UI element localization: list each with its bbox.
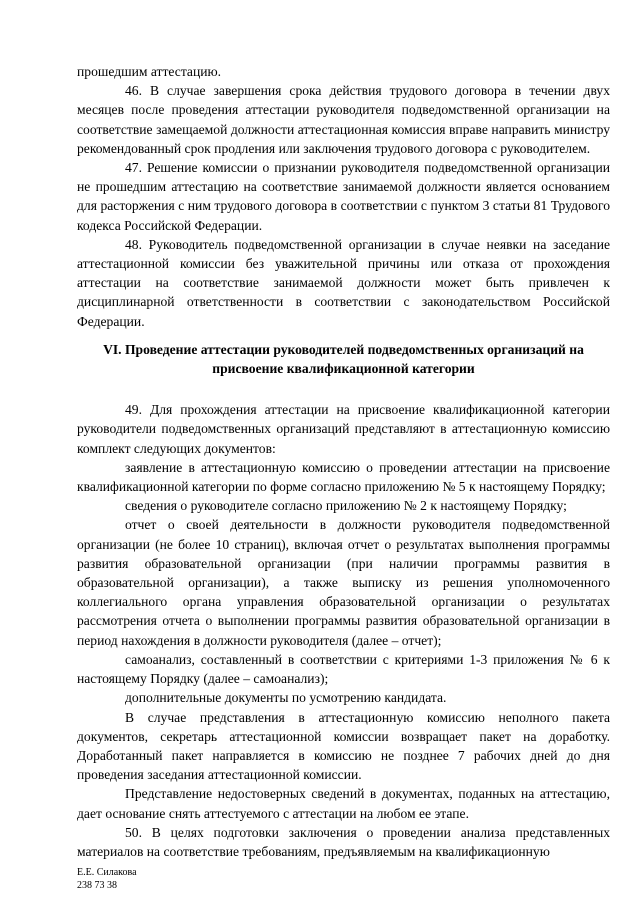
paragraph-false-info: Представление недостоверных сведений в документах, поданных на аттестацию, дает основание снять аттестуемого с аттестации на любом ее этапе. <box>77 786 610 821</box>
paragraph-49: 49. Для прохождения аттестации на присвоение квалификационной категории руководители подведомственных организаций представляют в аттестационную комиссию комплект следующих документов: <box>77 402 610 456</box>
list-item-application: заявление в аттестационную комиссию о проведении аттестации на присвоение квалификационной категории по форме согласно приложению № 5 к настоящему Порядку; <box>77 459 610 495</box>
paragraph-50: 50. В целях подготовки заключения о проведении анализа представленных материалов на соответствие требованиям, предъявляемым на квалификационную <box>77 824 610 859</box>
list-item-report: отчет о своей деятельности в должности руководителя подведомственной организации (не более 10 страниц), включая отчет о результатах выполнения программы развития образовательной организации (при наличии программы развития в образовательной организации), а также выписку из решения уполномоченного коллегиального органа управления образовательной организации о результатах рассмотрения отчета о выполнении программы развития образовательной организации в период нахождения в должности руководителя (далее – отчет); <box>77 517 610 648</box>
footer-phone: 238 73 38 <box>77 880 117 891</box>
paragraph-46: 46. В случае завершения срока действия трудового договора в течении двух месяцев после проведения аттестации руководителя подведомственной организации на соответствие замещаемой должности аттестационная комиссия вправе направить министру рекомендованный срок продления или заключения трудового договора с руководителем. <box>77 83 610 156</box>
page-footer <box>77 866 137 892</box>
section-heading: VI. Проведение аттестации руководителей подведомственных организаций на присвоение квалификационной категории <box>103 341 584 377</box>
paragraph-incomplete-package: В случае представления в аттестационную комиссию неполного пакета документов, секретарь аттестационной комиссии возвращает пакет на доработку. Доработанный пакет направляется в комиссию не позднее 7 рабочих дней до дня проведения заседания аттестационной комиссии. <box>77 709 610 783</box>
list-item-info: сведения о руководителе согласно приложению № 2 к настоящему Порядку; <box>125 498 567 514</box>
paragraph-continuation: прошедшим аттестацию. <box>77 64 222 79</box>
paragraph-48: 48. Руководитель подведомственной организации в случае неявки на заседание аттестационной комиссии без уважительной причины или отказа от прохождения аттестации на соответствие занимаемой должности может быть привлечен к дисциплинарной ответственности в соответствии с законодательством Российской Федерации. <box>77 236 610 329</box>
document-body <box>77 62 610 861</box>
list-item-additional-docs: дополнительные документы по усмотрению кандидата. <box>125 690 447 706</box>
paragraph-47: 47. Решение комиссии о признании руководителя подведомственной организации не прошедшим аттестацию на соответствие занимаемой должности является основанием для расторжения с ним трудового договора в соответствии с пунктом 3 статьи 81 Трудового кодекса Российской Федерации. <box>77 160 610 233</box>
footer-author: Е.Е. Силакова <box>77 867 137 878</box>
list-item-self-analysis: самоанализ, составленный в соответствии с критериями 1-3 приложения № 6 к настоящему Порядку (далее – самоанализ); <box>77 651 610 687</box>
